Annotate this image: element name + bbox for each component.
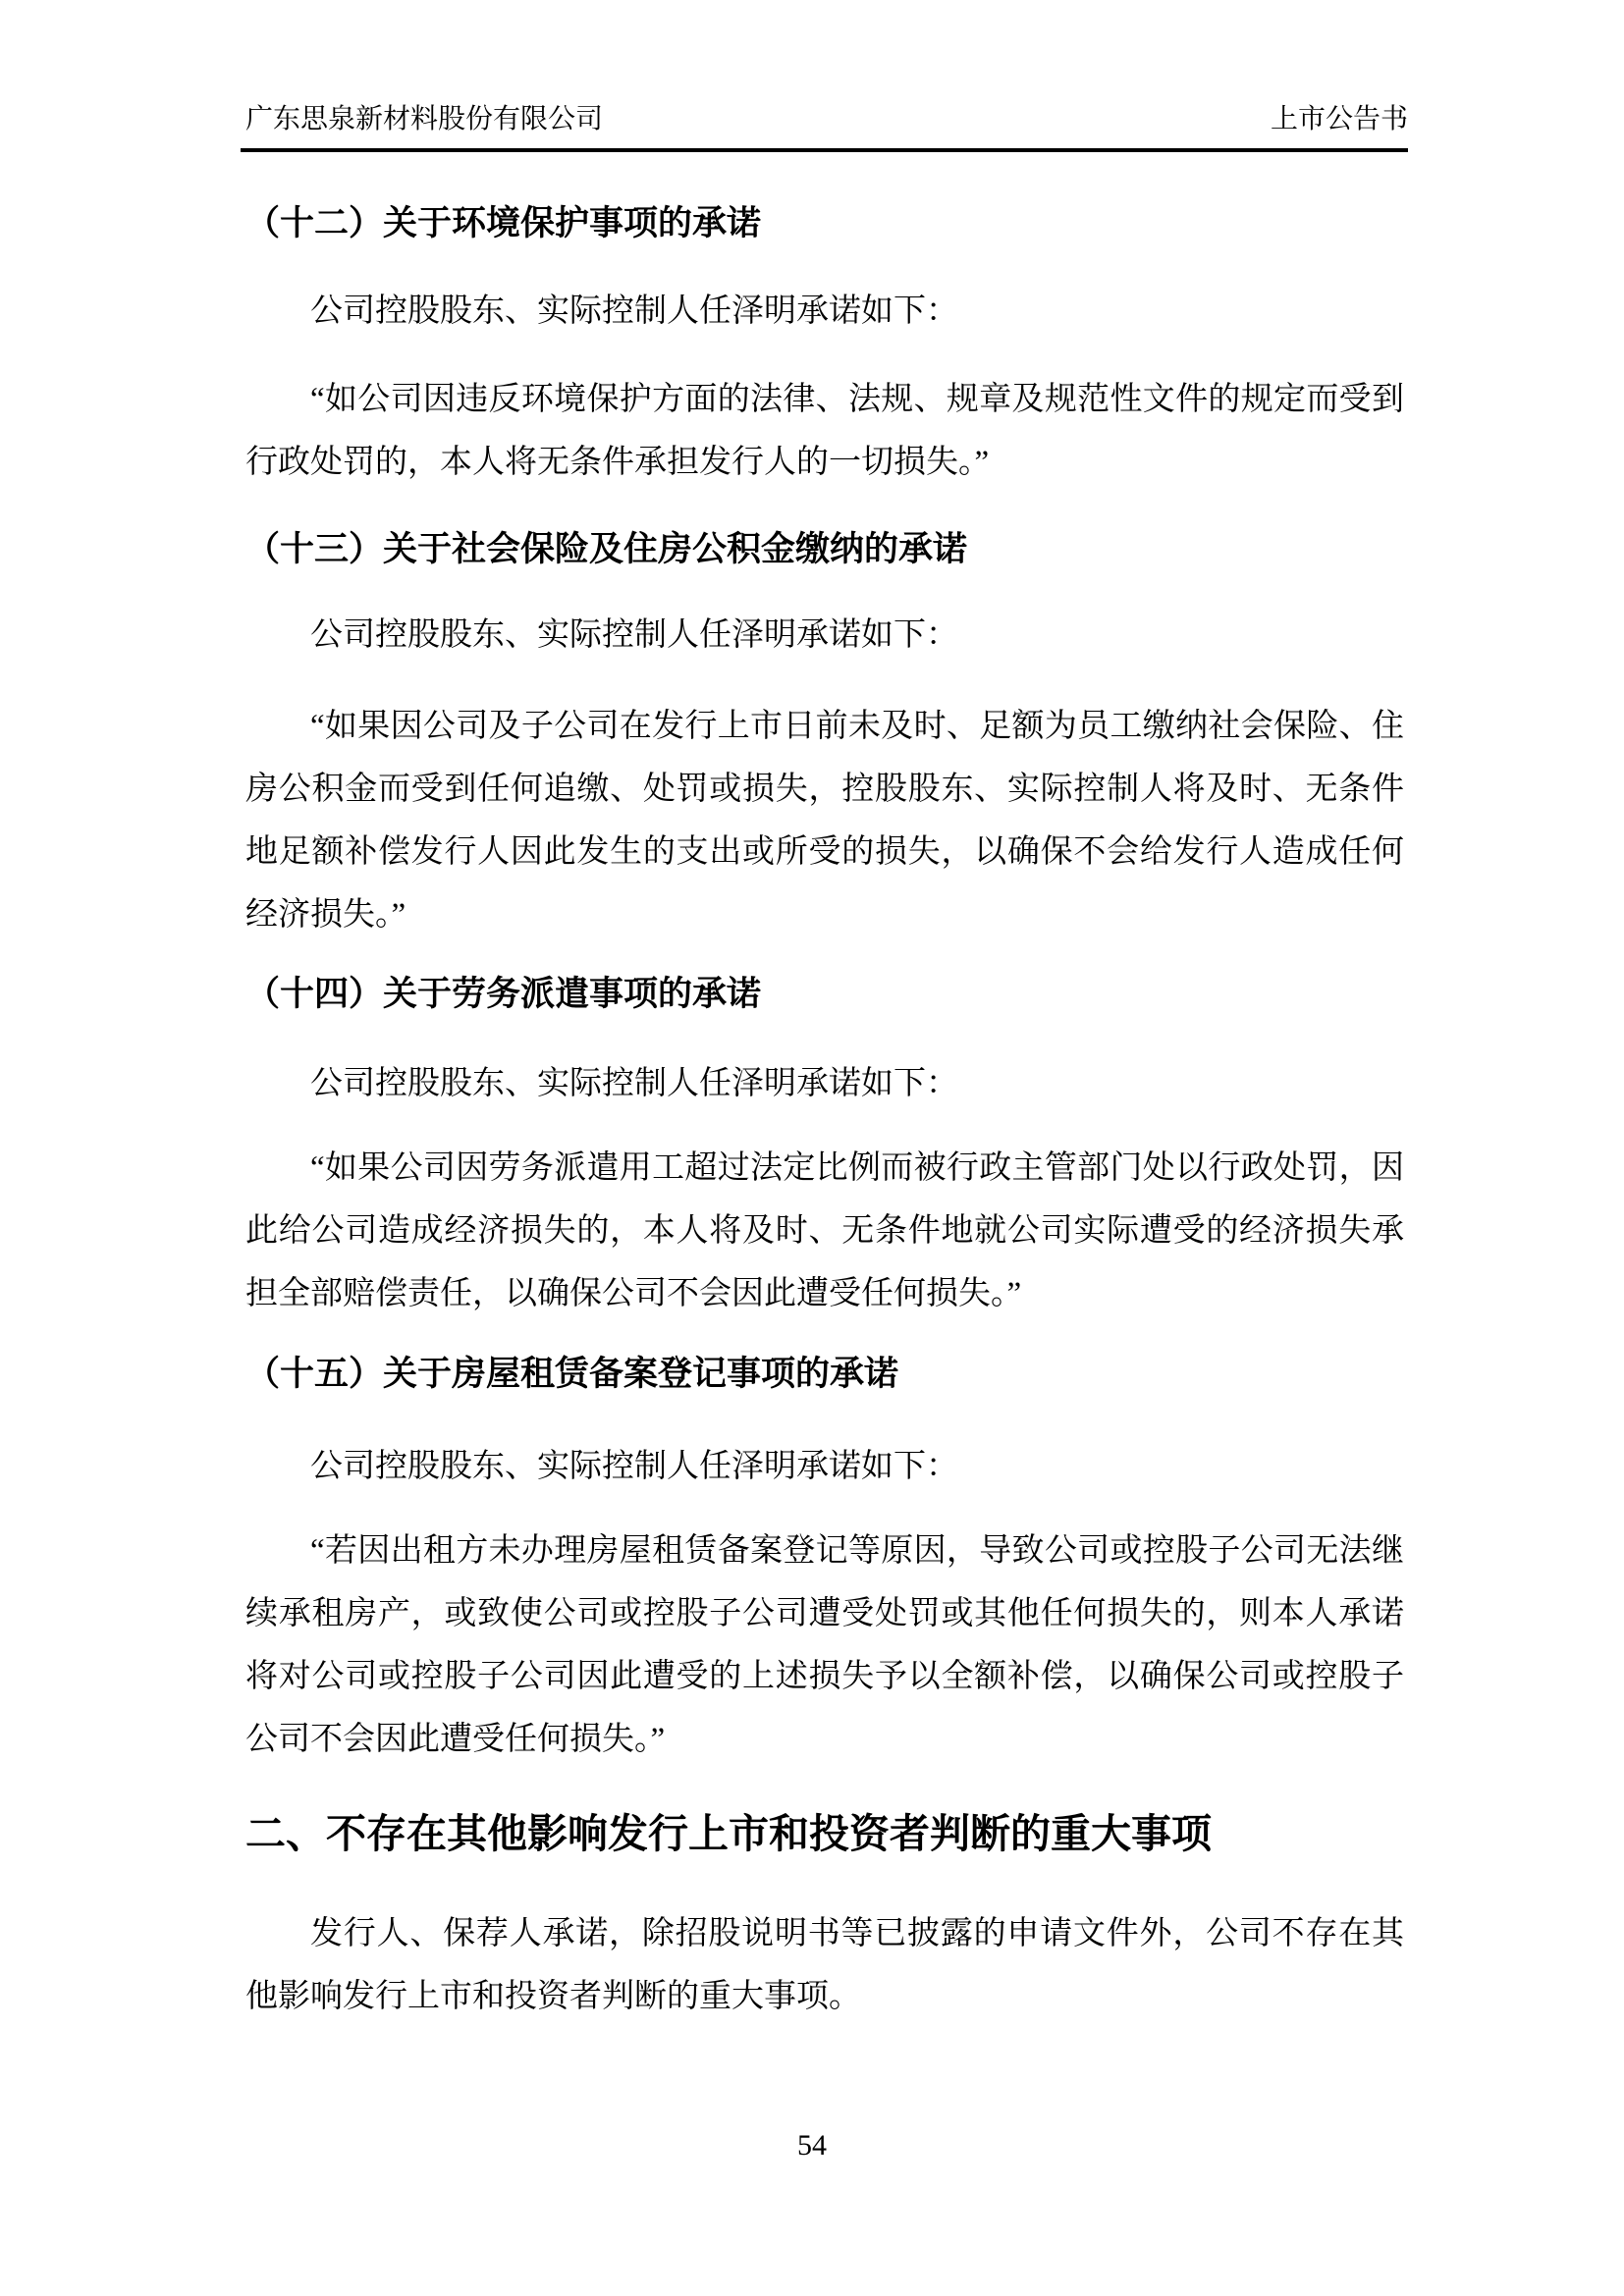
section-heading-14: （十四）关于劳务派遣事项的承诺 [245,975,762,1013]
header-rule [241,148,1408,152]
section-15-intro-paragraph: 公司控股股东、实际控制人任泽明承诺如下： [310,1449,958,1484]
page-number: 54 [797,2129,827,2162]
section-14-intro-paragraph: 公司控股股东、实际控制人任泽明承诺如下： [310,1066,958,1101]
section-12-body-paragraph: “如公司因违反环境保护方面的法律、法规、规章及规范性文件的规定而受到行政处罚的，本人将无条件承担发行人的一切损失。” [245,382,1404,480]
section-15-body-paragraph: “若因出租方未办理房屋租赁备案登记等原因，导致公司或控股子公司无法继续承租房产，或致使公司或控股子公司遭受处罚或其他任何损失的，则本人承诺将对公司或控股子公司因此遭受的上述损失予以全额补偿，以确保公司或控股子公司不会因此遭受任何损失。” [245,1533,1404,1757]
section-13-intro-paragraph: 公司控股股东、实际控制人任泽明承诺如下： [310,617,958,653]
major-section-body-paragraph: 发行人、保荐人承诺，除招股说明书等已披露的申请文件外，公司不存在其他影响发行上市和投资者判断的重大事项。 [245,1916,1404,2014]
section-13-body-paragraph: “如果因公司及子公司在发行上市日前未及时、足额为员工缴纳社会保险、住房公积金而受到任何追缴、处罚或损失，控股股东、实际控制人将及时、无条件地足额补偿发行人因此发生的支出或所受的损失，以确保不会给发行人造成任何经济损失。” [245,709,1404,933]
major-section-heading: 二、不存在其他影响发行上市和投资者判断的重大事项 [245,1811,1212,1856]
header-company-name: 广东思泉新材料股份有限公司 [245,104,604,134]
section-heading-12: （十二）关于环境保护事项的承诺 [245,204,762,242]
section-heading-15: （十五）关于房屋租赁备案登记事项的承诺 [245,1355,899,1393]
header-document-title: 上市公告书 [1270,104,1408,134]
section-heading-13: （十三）关于社会保险及住房公积金缴纳的承诺 [245,530,968,568]
section-12-intro-paragraph: 公司控股股东、实际控制人任泽明承诺如下： [310,294,958,329]
section-14-body-paragraph: “如果公司因劳务派遣用工超过法定比例而被行政主管部门处以行政处罚，因此给公司造成经济损失的，本人将及时、无条件地就公司实际遭受的经济损失承担全部赔偿责任，以确保公司不会因此遭受任何损失。” [245,1150,1404,1311]
